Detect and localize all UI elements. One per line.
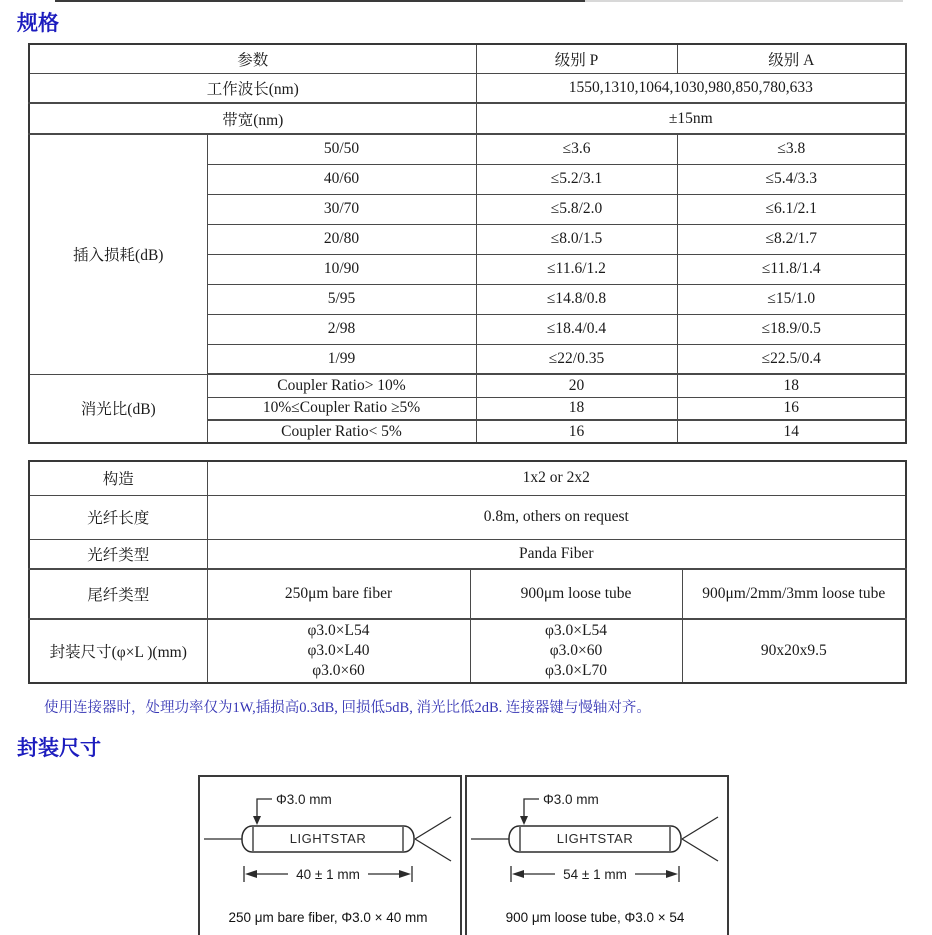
- diameter-arrowhead: [520, 816, 528, 825]
- section-title-specifications: 规格: [17, 12, 59, 35]
- construction-value: 1x2 or 2x2: [207, 461, 906, 495]
- diameter-label: Φ3.0 mm: [543, 792, 599, 807]
- pigtail-col3: 900μm/2mm/3mm loose tube: [682, 569, 906, 619]
- page-top-artifact-dark: [55, 0, 585, 2]
- extinction-ratio-label: 消光比(dB): [29, 374, 207, 443]
- grade-a-cell: ≤11.8/1.4: [677, 254, 906, 284]
- ratio-cell: 2/98: [207, 314, 476, 344]
- package-diagrams: [198, 775, 932, 935]
- header-cell-grade-p: 级别 P: [476, 44, 677, 73]
- package-size-line: φ3.0×L40: [307, 642, 370, 659]
- diagram-loose-tube: [465, 775, 729, 935]
- grade-p-cell: ≤11.6/1.2: [476, 254, 677, 284]
- ratio-cell: 1/99: [207, 344, 476, 374]
- grade-a-cell: ≤8.2/1.7: [677, 224, 906, 254]
- wavelength-row: [29, 73, 906, 103]
- condition-cell: Coupler Ratio< 5%: [207, 420, 476, 443]
- insertion-loss-row: [29, 134, 906, 164]
- mechanical-table: [28, 460, 907, 684]
- diameter-label: Φ3.0 mm: [276, 792, 332, 807]
- grade-p-cell: ≤5.2/3.1: [476, 164, 677, 194]
- insertion-loss-label: 插入损耗(dB): [29, 134, 207, 374]
- grade-p-cell: ≤22/0.35: [476, 344, 677, 374]
- ratio-cell: 5/95: [207, 284, 476, 314]
- wavelength-label: 工作波长(nm): [29, 73, 476, 103]
- header-cell-grade-a: 级别 A: [677, 44, 906, 73]
- dim-arrow-right: [399, 870, 411, 878]
- fiber-length-label: 光纤长度: [29, 495, 207, 539]
- bare-fiber-drawing: [200, 777, 456, 935]
- diameter-arrowhead: [253, 816, 261, 825]
- package-size-line: φ3.0×60: [549, 642, 603, 659]
- dim-arrow-right: [666, 870, 678, 878]
- package-size-line: φ3.0×60: [312, 662, 365, 679]
- condition-cell: 10%≤Coupler Ratio ≥5%: [207, 397, 476, 420]
- pigtail-label: 尾纤类型: [29, 569, 207, 619]
- grade-a-cell: ≤6.1/2.1: [677, 194, 906, 224]
- grade-p-cell: ≤8.0/1.5: [476, 224, 677, 254]
- section-title-package-dimensions: 封装尺寸: [17, 737, 101, 760]
- loose-tube-drawing: [467, 777, 723, 935]
- wavelength-value: 1550,1310,1064,1030,980,850,780,633: [476, 73, 906, 103]
- pigtail-row: [29, 569, 906, 619]
- grade-a-cell: ≤15/1.0: [677, 284, 906, 314]
- fiber-type-label: 光纤类型: [29, 539, 207, 569]
- fiber-length-value: 0.8m, others on request: [207, 495, 906, 539]
- grade-a-cell: ≤5.4/3.3: [677, 164, 906, 194]
- grade-p-cell: 20: [476, 374, 677, 397]
- package-size-line: φ3.0×L54: [307, 622, 370, 639]
- page-top-artifact-light: [585, 0, 903, 2]
- package-size-col2: [470, 619, 682, 683]
- grade-p-cell: 18: [476, 397, 677, 420]
- ratio-cell: 30/70: [207, 194, 476, 224]
- grade-p-cell: ≤14.8/0.8: [476, 284, 677, 314]
- ratio-cell: 10/90: [207, 254, 476, 284]
- diagram-caption: 250 μm bare fiber, Φ3.0 × 40 mm: [228, 910, 428, 925]
- package-size-row: [29, 619, 906, 683]
- package-size-line: φ3.0×L70: [544, 662, 608, 679]
- bandwidth-label: 带宽(nm): [29, 103, 476, 134]
- construction-label: 构造: [29, 461, 207, 495]
- cylinder-brand-label: LIGHTSTAR: [289, 831, 367, 846]
- grade-a-cell: ≤3.8: [677, 134, 906, 164]
- bandwidth-value: ±15nm: [476, 103, 906, 134]
- package-size-label: 封装尺寸(φ×L )(mm): [29, 619, 207, 683]
- fork-line-down: [415, 839, 451, 861]
- length-label: 40 ± 1 mm: [296, 867, 360, 882]
- condition-cell: Coupler Ratio> 10%: [207, 374, 476, 397]
- grade-p-cell: 16: [476, 420, 677, 443]
- grade-a-cell: 16: [677, 397, 906, 420]
- grade-p-cell: ≤5.8/2.0: [476, 194, 677, 224]
- bandwidth-row: [29, 103, 906, 134]
- package-size-line: φ3.0×L54: [544, 622, 608, 639]
- diagram-bare-fiber: [198, 775, 462, 935]
- length-label: 54 ± 1 mm: [563, 867, 627, 882]
- extinction-ratio-row: [29, 374, 906, 397]
- grade-a-cell: ≤18.9/0.5: [677, 314, 906, 344]
- grade-a-cell: 18: [677, 374, 906, 397]
- fork-line-up: [682, 817, 718, 839]
- grade-p-cell: ≤3.6: [476, 134, 677, 164]
- grade-a-cell: 14: [677, 420, 906, 443]
- ratio-cell: 50/50: [207, 134, 476, 164]
- construction-row: [29, 461, 906, 495]
- ratio-cell: 40/60: [207, 164, 476, 194]
- pigtail-col2: 900μm loose tube: [470, 569, 682, 619]
- specifications-table: [28, 43, 907, 444]
- grade-p-cell: ≤18.4/0.4: [476, 314, 677, 344]
- fiber-type-value: Panda Fiber: [207, 539, 906, 569]
- package-size-col3: 90x20x9.5: [682, 619, 906, 683]
- grade-a-cell: ≤22.5/0.4: [677, 344, 906, 374]
- ratio-cell: 20/80: [207, 224, 476, 254]
- pigtail-col1: 250μm bare fiber: [207, 569, 470, 619]
- fork-line-down: [682, 839, 718, 861]
- diagram-caption: 900 μm loose tube, Φ3.0 × 54: [505, 910, 685, 925]
- header-row: [29, 44, 906, 73]
- package-size-col1: [207, 619, 470, 683]
- fiber-length-row: [29, 495, 906, 539]
- fiber-type-row: [29, 539, 906, 569]
- cylinder-brand-label: LIGHTSTAR: [556, 831, 634, 846]
- connector-note: 使用连接器时，处理功率仅为1W,插损高0.3dB, 回损低5dB, 消光比低2dB. 连接器键与慢轴对齐。: [44, 700, 651, 716]
- header-cell-param: 参数: [29, 44, 476, 73]
- fork-line-up: [415, 817, 451, 839]
